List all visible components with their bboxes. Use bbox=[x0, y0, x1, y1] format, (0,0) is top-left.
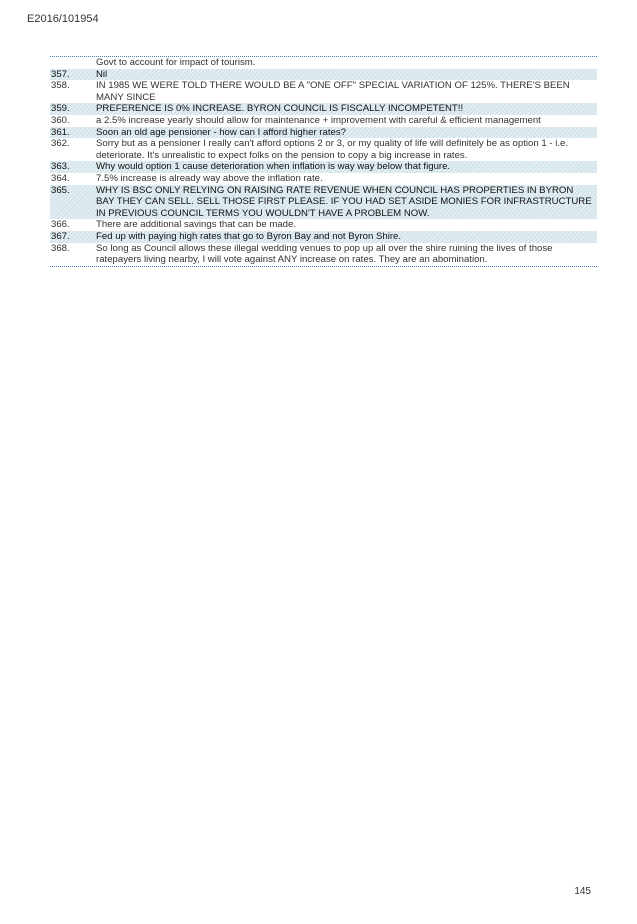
row-text: Soon an old age pensioner - how can I afford higher rates? bbox=[96, 126, 346, 138]
table-row bbox=[50, 243, 597, 266]
row-number: 357. bbox=[51, 68, 70, 80]
table-row bbox=[50, 161, 597, 173]
table-row bbox=[50, 80, 597, 103]
row-text: Why would option 1 cause deterioration when inflation is way way below that figure. bbox=[96, 161, 451, 173]
row-number bbox=[50, 57, 96, 69]
row-number: 359. bbox=[51, 103, 70, 115]
responses-table bbox=[50, 56, 597, 267]
row-text: So long as Council allows these illegal wedding venues to pop up all over the shire ruining the lives of those ratepayers living nearby, I will vote against ANY increase on rates. They are an abomination. bbox=[96, 242, 553, 266]
row-text: Sorry but as a pensioner I really can't afford options 2 or 3, or my quality of life will definitely be as option 1 - i.e. deteriorate. It's unrealistic to expect folks on the pension to copy a big increase in rates. bbox=[96, 138, 568, 161]
table-row bbox=[50, 69, 597, 81]
row-text: Govt to account for impact of tourism. bbox=[96, 57, 256, 68]
table-row bbox=[50, 138, 597, 161]
row-number: 360. bbox=[51, 114, 70, 126]
table-row bbox=[50, 173, 597, 185]
row-text: There are additional savings that can be made. bbox=[96, 219, 296, 231]
row-number: 362. bbox=[51, 138, 70, 150]
table-row bbox=[50, 103, 597, 115]
row-number: 365. bbox=[51, 184, 70, 196]
row-text: Nil bbox=[96, 68, 108, 80]
row-text: 7.5% increase is already way above the inflation rate. bbox=[96, 172, 323, 184]
page-number: 145 bbox=[574, 886, 591, 897]
table-row bbox=[50, 127, 597, 139]
table-row bbox=[50, 231, 597, 243]
table-row bbox=[50, 219, 597, 231]
row-number: 366. bbox=[51, 219, 70, 231]
row-number: 358. bbox=[51, 80, 70, 92]
row-text: PREFERENCE IS 0% INCREASE. BYRON COUNCIL IS FISCALLY INCOMPETENT!! bbox=[96, 103, 464, 115]
row-number: 364. bbox=[51, 172, 70, 184]
row-number: 361. bbox=[51, 126, 70, 138]
table-row bbox=[50, 185, 597, 220]
table-row bbox=[50, 115, 597, 127]
table-row bbox=[50, 57, 597, 69]
row-text: Fed up with paying high rates that go to Byron Bay and not Byron Shire. bbox=[96, 230, 402, 242]
row-text: WHY IS BSC ONLY RELYING ON RAISING RATE REVENUE WHEN COUNCIL HAS PROPERTIES IN BYRON BAY THEY CAN SELL. SELL THOSE FIRST PLEASE. IF YOU HAD SET ASIDE MONIES FOR INFRASTRUCTURE IN PREVIOUS COUNCIL TERMS YOU WOULDN'T HAVE A PROBLEM NOW. bbox=[96, 184, 592, 219]
row-text: a 2.5% increase yearly should allow for maintenance + improvement with careful & efficient management bbox=[96, 114, 541, 126]
document-id: E2016/101954 bbox=[27, 13, 99, 25]
row-text: IN 1985 WE WERE TOLD THERE WOULD BE A "ONE OFF" SPECIAL VARIATION OF 125%. THERE'S BEEN MANY SINCE bbox=[96, 80, 570, 103]
row-number: 363. bbox=[51, 161, 70, 173]
row-number: 368. bbox=[51, 242, 70, 254]
row-number: 367. bbox=[51, 230, 70, 242]
